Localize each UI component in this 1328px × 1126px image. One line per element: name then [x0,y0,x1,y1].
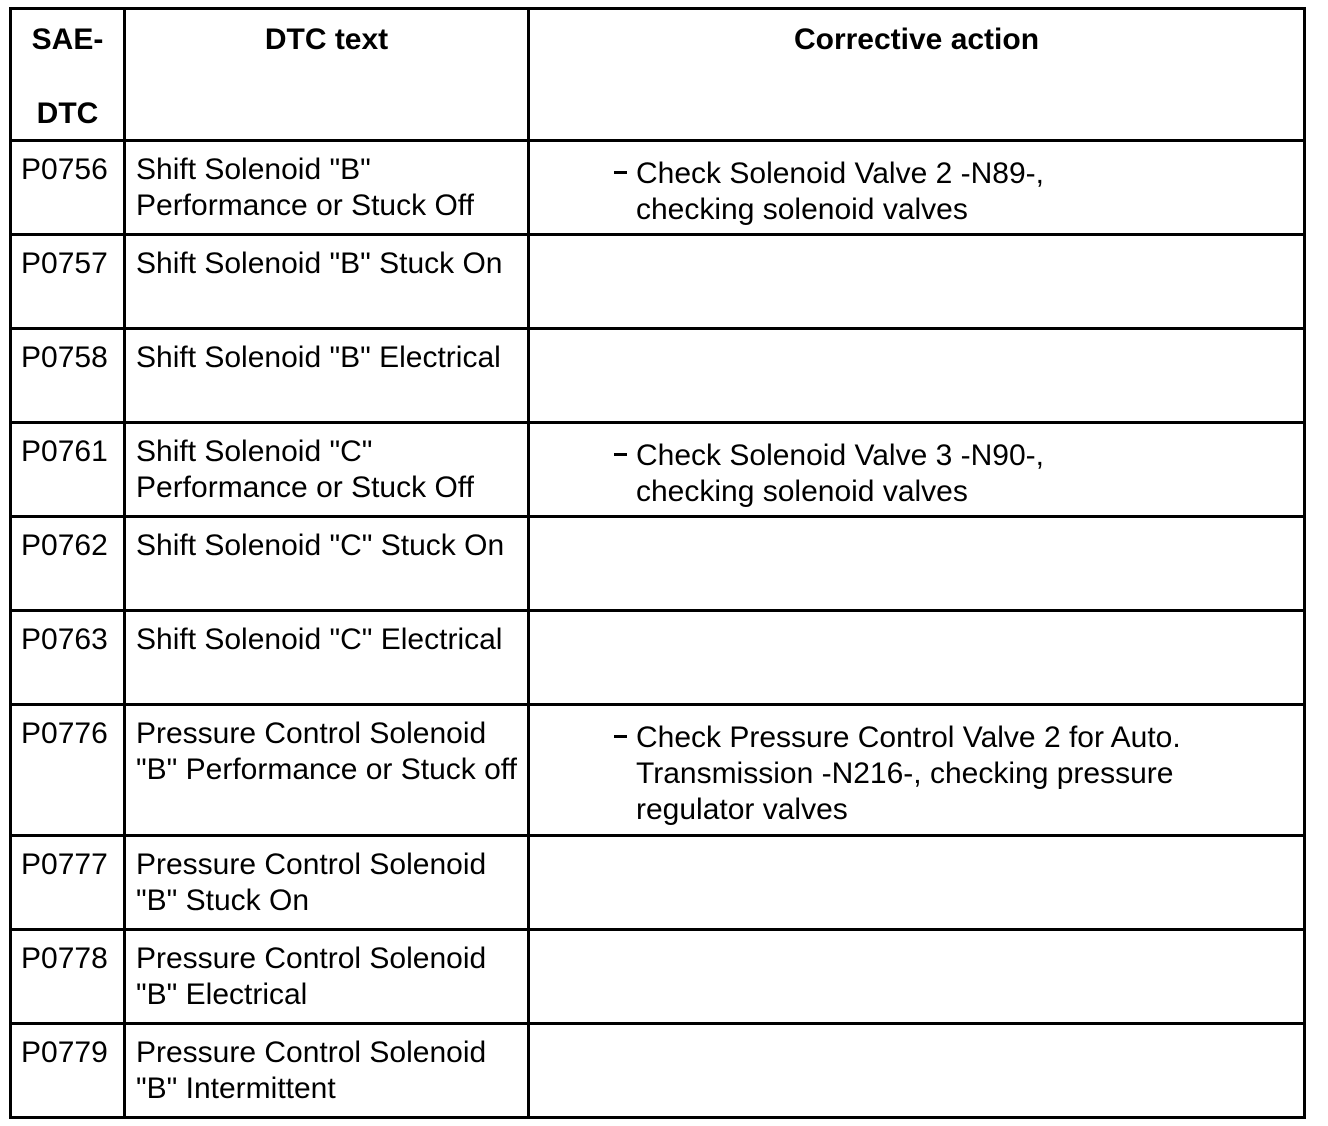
dtc-code: P0777 [11,836,125,930]
dtc-code: P0758 [11,329,125,423]
dtc-description: Shift Solenoid "B" Electrical [125,329,529,423]
corrective-action-cell [529,1024,1305,1118]
corrective-action-item [610,438,1295,510]
dtc-description: Shift Solenoid "C" Performance or Stuck Off [125,423,529,517]
dtc-description: Pressure Control Solenoid "B" Electrical [125,930,529,1024]
dtc-description: Shift Solenoid "B" Stuck On [125,235,529,329]
dash-bullet-icon [614,735,627,738]
header-sae-dtc-line2: DTC [36,97,99,130]
corrective-action-cell [529,705,1305,836]
corrective-action-separator: , [1035,157,1044,190]
table-row [11,1024,1305,1118]
table-row [11,517,1305,611]
table-row [11,836,1305,930]
corrective-action-separator: , [1035,439,1044,472]
dtc-table [9,7,1306,1119]
table-row [11,329,1305,423]
dtc-description: Pressure Control Solenoid "B" Stuck On [125,836,529,930]
dtc-description: Shift Solenoid "B" Performance or Stuck Off [125,141,529,235]
dtc-description: Pressure Control Solenoid "B" Intermittent [125,1024,529,1118]
dtc-code: P0778 [11,930,125,1024]
corrective-action-link[interactable]: Check Solenoid Valve 3 -N90- [636,439,1036,472]
table-row [11,423,1305,517]
dash-bullet-icon [614,171,627,174]
corrective-action-procedure-link[interactable]: checking solenoid valves [636,475,968,508]
dtc-code: P0756 [11,141,125,235]
table-row [11,930,1305,1024]
dtc-description: Shift Solenoid "C" Electrical [125,611,529,705]
corrective-action-link[interactable]: Check Pressure Control Valve 2 for Auto. Transmission -N216- [636,721,1181,790]
corrective-action-cell [529,423,1305,517]
table-row [11,611,1305,705]
table-row [11,235,1305,329]
corrective-action-cell [529,517,1305,611]
dtc-code: P0763 [11,611,125,705]
table-row [11,705,1305,836]
corrective-action-cell [529,836,1305,930]
dtc-code: P0762 [11,517,125,611]
dtc-description: Pressure Control Solenoid "B" Performance or Stuck off [125,705,529,836]
corrective-action-procedure-link[interactable]: checking pressure regulator valves [636,757,1174,826]
corrective-action-cell [529,329,1305,423]
corrective-action-separator: , [913,757,922,790]
header-dtc-text: DTC text [125,9,529,141]
dtc-code: P0761 [11,423,125,517]
header-sae-dtc [11,9,125,141]
corrective-action-item [610,720,1295,828]
dtc-code: P0779 [11,1024,125,1118]
table-header-row [11,9,1305,141]
corrective-action-procedure-link[interactable]: checking solenoid valves [636,193,968,226]
corrective-action-cell [529,611,1305,705]
corrective-action-item [610,156,1295,228]
corrective-action-cell [529,930,1305,1024]
table-row [11,141,1305,235]
dtc-description: Shift Solenoid "C" Stuck On [125,517,529,611]
dtc-code: P0757 [11,235,125,329]
header-corrective-action: Corrective action [529,9,1305,141]
dash-bullet-icon [614,453,627,456]
corrective-action-link[interactable]: Check Solenoid Valve 2 -N89- [636,157,1036,190]
header-sae-dtc-line1: SAE- [31,23,104,56]
corrective-action-cell [529,141,1305,235]
dtc-code: P0776 [11,705,125,836]
corrective-action-cell [529,235,1305,329]
